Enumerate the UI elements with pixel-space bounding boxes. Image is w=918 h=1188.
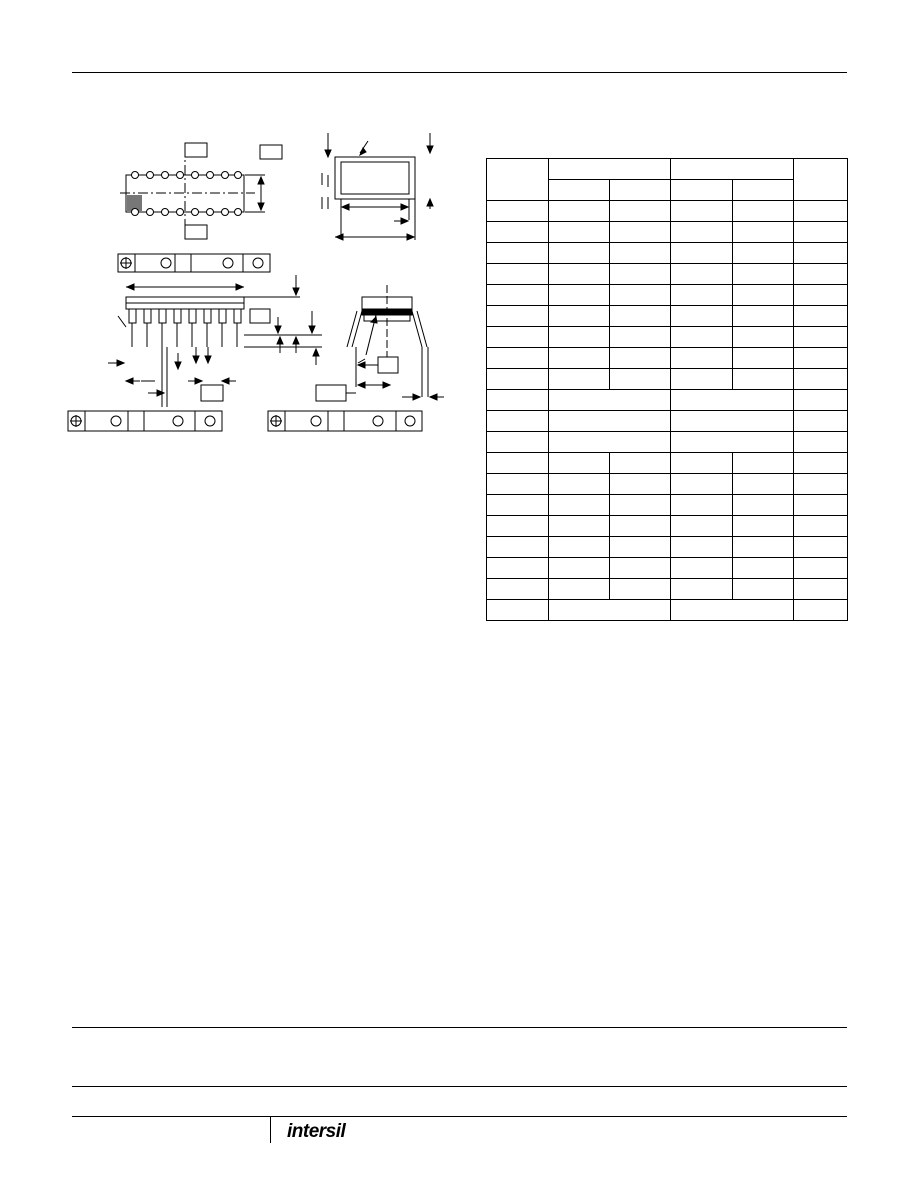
table-row bbox=[487, 411, 848, 432]
table-row bbox=[487, 390, 848, 411]
table-cell bbox=[794, 222, 848, 243]
table-row bbox=[487, 516, 848, 537]
table-cell bbox=[794, 348, 848, 369]
table-cell bbox=[549, 369, 610, 390]
table-cell bbox=[671, 558, 733, 579]
table-cell bbox=[610, 537, 671, 558]
table-cell bbox=[733, 369, 794, 390]
footer-rule-1 bbox=[72, 1027, 847, 1028]
table-cell bbox=[671, 159, 794, 180]
table-cell bbox=[671, 285, 733, 306]
table-header-row bbox=[487, 159, 848, 180]
table-row bbox=[487, 243, 848, 264]
table-cell bbox=[610, 579, 671, 600]
table-cell bbox=[487, 390, 549, 411]
table-cell bbox=[610, 222, 671, 243]
table-cell bbox=[610, 369, 671, 390]
table-cell bbox=[487, 432, 549, 453]
table-cell bbox=[549, 201, 610, 222]
table-cell bbox=[794, 600, 848, 621]
table-cell bbox=[610, 285, 671, 306]
table-cell bbox=[733, 348, 794, 369]
table-cell bbox=[610, 243, 671, 264]
table-cell bbox=[487, 411, 549, 432]
table-cell bbox=[610, 348, 671, 369]
table-cell bbox=[671, 348, 733, 369]
table-cell bbox=[671, 390, 794, 411]
table-row bbox=[487, 327, 848, 348]
table-row bbox=[487, 264, 848, 285]
table-cell bbox=[610, 201, 671, 222]
table-cell bbox=[733, 495, 794, 516]
table-cell bbox=[671, 180, 733, 201]
table-cell bbox=[671, 327, 733, 348]
table-cell bbox=[487, 243, 549, 264]
table-cell bbox=[733, 180, 794, 201]
table-cell bbox=[549, 222, 610, 243]
table-cell bbox=[733, 474, 794, 495]
table-cell bbox=[794, 264, 848, 285]
table-cell bbox=[671, 201, 733, 222]
table-cell bbox=[487, 348, 549, 369]
table-cell bbox=[671, 243, 733, 264]
table-cell bbox=[487, 600, 549, 621]
table-cell bbox=[549, 600, 671, 621]
table-cell bbox=[794, 411, 848, 432]
footer-separator bbox=[270, 1117, 271, 1143]
table-cell bbox=[549, 327, 610, 348]
table-cell bbox=[733, 201, 794, 222]
table-cell bbox=[549, 579, 610, 600]
table-row bbox=[487, 369, 848, 390]
table-cell bbox=[671, 264, 733, 285]
table-row bbox=[487, 579, 848, 600]
table-cell bbox=[671, 474, 733, 495]
table-cell bbox=[733, 306, 794, 327]
table-cell bbox=[549, 537, 610, 558]
footer-rule-2 bbox=[72, 1086, 847, 1087]
table-cell bbox=[733, 516, 794, 537]
table-row bbox=[487, 348, 848, 369]
table-cell bbox=[794, 327, 848, 348]
table-cell bbox=[794, 432, 848, 453]
table-cell bbox=[671, 579, 733, 600]
package-outline-drawing bbox=[60, 125, 445, 435]
table-cell bbox=[794, 306, 848, 327]
table-cell bbox=[549, 264, 610, 285]
table-cell bbox=[610, 474, 671, 495]
table-row bbox=[487, 222, 848, 243]
table-cell bbox=[610, 327, 671, 348]
table-cell bbox=[610, 516, 671, 537]
table-row bbox=[487, 432, 848, 453]
table-cell bbox=[733, 285, 794, 306]
table-cell bbox=[549, 285, 610, 306]
table-cell bbox=[549, 306, 610, 327]
table-cell bbox=[487, 558, 549, 579]
table-cell bbox=[671, 222, 733, 243]
table-cell bbox=[671, 453, 733, 474]
dimension-table bbox=[486, 158, 848, 621]
table-cell bbox=[487, 306, 549, 327]
table-cell bbox=[487, 264, 549, 285]
table-cell bbox=[487, 159, 549, 201]
table-cell bbox=[487, 495, 549, 516]
table-cell bbox=[794, 159, 848, 201]
table-cell bbox=[549, 411, 671, 432]
table-cell bbox=[549, 159, 671, 180]
table-cell bbox=[794, 558, 848, 579]
table-cell bbox=[549, 495, 610, 516]
table-cell bbox=[794, 201, 848, 222]
table-cell bbox=[549, 474, 610, 495]
table-cell bbox=[487, 222, 549, 243]
table-row bbox=[487, 474, 848, 495]
table-cell bbox=[487, 453, 549, 474]
intersil-logo: intersil bbox=[287, 1121, 346, 1142]
datum-box-bottom bbox=[185, 225, 207, 239]
table-cell bbox=[671, 411, 794, 432]
table-cell bbox=[794, 243, 848, 264]
table-cell bbox=[794, 516, 848, 537]
table-cell bbox=[733, 453, 794, 474]
table-cell bbox=[733, 243, 794, 264]
table-cell bbox=[610, 264, 671, 285]
table-cell bbox=[671, 432, 794, 453]
table-cell bbox=[733, 558, 794, 579]
table-cell bbox=[794, 579, 848, 600]
table-cell bbox=[794, 390, 848, 411]
table-cell bbox=[487, 201, 549, 222]
table-cell bbox=[487, 369, 549, 390]
table-row bbox=[487, 306, 848, 327]
table-cell bbox=[671, 306, 733, 327]
table-cell bbox=[487, 537, 549, 558]
table-cell bbox=[487, 327, 549, 348]
table-cell bbox=[733, 327, 794, 348]
table-cell bbox=[794, 537, 848, 558]
table-cell bbox=[549, 516, 610, 537]
table-cell bbox=[549, 453, 610, 474]
table-row bbox=[487, 453, 848, 474]
table-cell bbox=[794, 495, 848, 516]
table-cell bbox=[610, 558, 671, 579]
table-cell bbox=[549, 243, 610, 264]
table-cell bbox=[610, 453, 671, 474]
table-cell bbox=[671, 516, 733, 537]
table-cell bbox=[487, 516, 549, 537]
table-cell bbox=[549, 180, 610, 201]
table-cell bbox=[487, 474, 549, 495]
table-cell bbox=[549, 390, 671, 411]
table-row bbox=[487, 201, 848, 222]
table-cell bbox=[671, 600, 794, 621]
header-rule bbox=[72, 72, 847, 73]
table-cell bbox=[549, 558, 610, 579]
table-cell bbox=[733, 222, 794, 243]
table-cell bbox=[610, 495, 671, 516]
table-cell bbox=[549, 432, 671, 453]
table-cell bbox=[733, 537, 794, 558]
footer-rule-3 bbox=[72, 1116, 847, 1117]
table-cell bbox=[794, 474, 848, 495]
table-cell bbox=[671, 537, 733, 558]
table-cell bbox=[610, 306, 671, 327]
table-row bbox=[487, 537, 848, 558]
table-cell bbox=[794, 453, 848, 474]
table-cell bbox=[794, 369, 848, 390]
table-cell bbox=[610, 180, 671, 201]
table-cell bbox=[671, 495, 733, 516]
table-row bbox=[487, 600, 848, 621]
table-cell bbox=[794, 285, 848, 306]
datum-box-top bbox=[185, 143, 207, 157]
table-cell bbox=[733, 579, 794, 600]
table-cell bbox=[487, 285, 549, 306]
table-cell bbox=[487, 579, 549, 600]
datum-box-e bbox=[260, 145, 282, 159]
table-row bbox=[487, 558, 848, 579]
table-row bbox=[487, 285, 848, 306]
table-cell bbox=[671, 369, 733, 390]
table-row bbox=[487, 495, 848, 516]
table-cell bbox=[733, 264, 794, 285]
table-cell bbox=[549, 348, 610, 369]
